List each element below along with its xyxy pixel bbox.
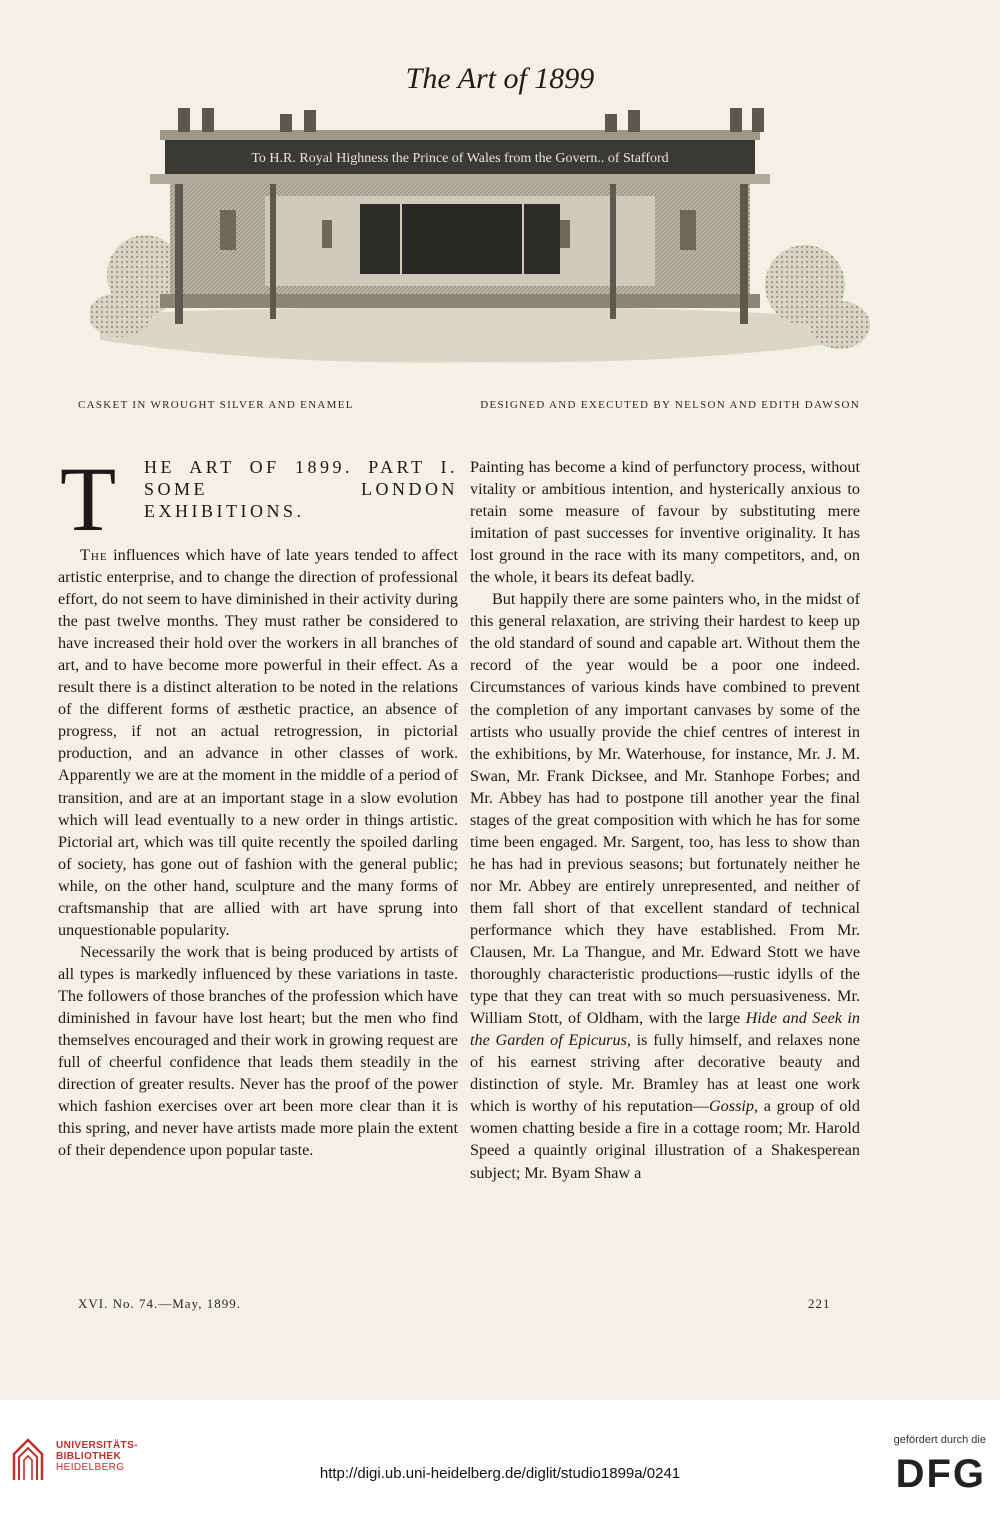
left-small-ornament <box>322 220 332 248</box>
casket-illustration <box>90 100 870 390</box>
library-name-line-2: BIBLIOTHEK <box>56 1451 122 1462</box>
left-ornament <box>220 210 236 250</box>
right-foliage-lower <box>810 301 870 349</box>
issue-footer: XVI. No. 74.—May, 1899. <box>78 1296 241 1311</box>
leg-front-right <box>740 184 748 324</box>
artwork-title-hide-and-seek: Hide and Seek in the Garden of Epicurus <box>470 1009 860 1050</box>
paragraph-4 <box>470 588 860 1183</box>
finial-8 <box>752 108 764 132</box>
paragraph-1-lead: The <box>80 546 108 564</box>
finial-4 <box>304 110 316 132</box>
library-name-line-3: HEIDELBERG <box>56 1462 125 1473</box>
paragraph-2: Necessarily the work that is being produced by artists of all types is markedly influenced by these variations in taste. The followers of those branches of the profession which have diminished in favour have lost heart; but the men who find themselves encouraged and their work in growing request are full of cheerful confidence that leads them steadily in the direction of greater results. Never has the proof of the power which fashion exercises over art been more clear than it is this spring, and never have artists made more plain the extent of their dependence upon popular taste. <box>58 942 458 1160</box>
enamel-panel-3 <box>524 204 560 274</box>
paragraph-1-body: influences which have of late years tended to affect artistic enterprise, and to change the direction of professional effort, do not seem to have diminished in their activity during the past twelve months. They must rather be considered to have increased their hold over the workers in all branches of art, and to have become more powerful in their effect. As a result there is a distinct alteration to be noted in the relations of the different forms of æsthetic practice, an absence of progress, if not an actual retrogression, in pictorial production, and an advance in other classes of work. Apparently we are at the moment in the middle of a period of transition, and are at an important stage in a slow evolution which will lead eventually to a new order in things artistic. Pictorial art, which was till quite recently the spoiled darling of society, has gone out of fashion with the general public; while, on the other hand, sculpture and the many forms of craftsmanship that are allied with art have sprung into unquestionable popularity. <box>58 546 458 939</box>
left-foliage-lower <box>90 293 152 337</box>
casket-inscription: To H.R. Royal Highness the Prince of Wales from the Govern.. of Stafford <box>251 151 669 166</box>
paragraph-4-part-a: But happily there are some painters who, in the midst of this general relaxation, are striving their hardest to keep up the old standard of sound and capable art. Without them the record of the year would be a poor one indeed. Circumstances of various kinds have combined to prevent the completion of any important canvases by some of the artists who usually provide the chief centres of interest in the exhibitions, by Mr. Waterhouse, for instance, Mr. J. M. Swan, Mr. Frank Dicksee, and Mr. Stanhope Forbes; and Mr. Abbey has had to postpone till another year the final stages of the great composition with which he has for some time been engaged. Mr. Sargent, too, has less to show than he has had in previous seasons; but fortunately neither he nor Mr. Abbey are entirely unrepresented, and neither of them fall short of that excellent standard of technical performance which they have established. From Mr. Clausen, Mr. La Thangue, and Mr. Edward Stott we have thoroughly characteristic productions—rustic idylls of the type that they can treat with so much persuasiveness. Mr. William Stott, of Oldham, with the large <box>470 590 860 1028</box>
right-ornament <box>680 210 696 250</box>
article-title: HE ART OF 1899. PART I. SOME LONDON EXHIBITIONS. <box>144 457 458 521</box>
leg-mid-left <box>270 184 276 319</box>
enamel-panel-2 <box>402 204 522 274</box>
finial-3 <box>280 114 292 132</box>
text-column-right <box>470 456 860 1184</box>
illustration-caption-right: DESIGNED AND EXECUTED BY NELSON AND EDITH DAWSON <box>480 399 860 411</box>
casket-cornice <box>150 174 770 184</box>
leg-mid-right <box>610 184 616 319</box>
enamel-panel-1 <box>360 204 400 274</box>
dfg-logo: DFG <box>895 1452 986 1496</box>
paragraph-1 <box>58 544 458 941</box>
drop-cap: T <box>60 448 117 550</box>
casket-base-rail <box>160 294 760 308</box>
library-name-line-1: UNIVERSITÄTS- <box>56 1440 138 1451</box>
artwork-title-gossip: Gossip <box>708 1097 754 1116</box>
article-heading <box>58 448 458 550</box>
leg-front-left <box>175 184 183 324</box>
finial-7 <box>730 108 742 132</box>
casket-lid <box>160 130 760 140</box>
page-number: 221 <box>808 1296 831 1311</box>
funding-note: gefördert durch die <box>893 1434 986 1446</box>
text-column-left <box>58 448 458 1161</box>
illustration-caption-left: CASKET IN WROUGHT SILVER AND ENAMEL <box>78 399 354 411</box>
paragraph-4-part-b: , is fully himself, and relaxes none of his earnest striving after decorative beauty and distinction of style. Mr. Bramley has at least one work which is worthy of his reputation— <box>470 1031 860 1116</box>
finial-1 <box>178 108 190 132</box>
finial-6 <box>628 110 640 132</box>
source-url[interactable]: http://digi.ub.uni-heidelberg.de/diglit/studio1899a/0241 <box>319 1465 681 1482</box>
finial-2 <box>202 108 214 132</box>
running-title: The Art of 1899 <box>405 62 595 95</box>
paragraph-3: Painting has become a kind of perfunctory process, without vitality or ambitious intention, and hysterically anxious to retain some measure of favour by substituting mere imitation of past successes for inventive originality. It has lost ground in the race with its many competitors, and, on the whole, it bears its defeat badly. <box>470 458 860 587</box>
right-small-ornament <box>560 220 570 248</box>
finial-5 <box>605 114 617 132</box>
paragraph-4-part-c: , a group of old women chatting beside a fire in a cottage room; Mr. Harold Speed a quaintly original illustration of a Shakesperean subject; Mr. Byam Shaw a <box>470 1097 860 1182</box>
